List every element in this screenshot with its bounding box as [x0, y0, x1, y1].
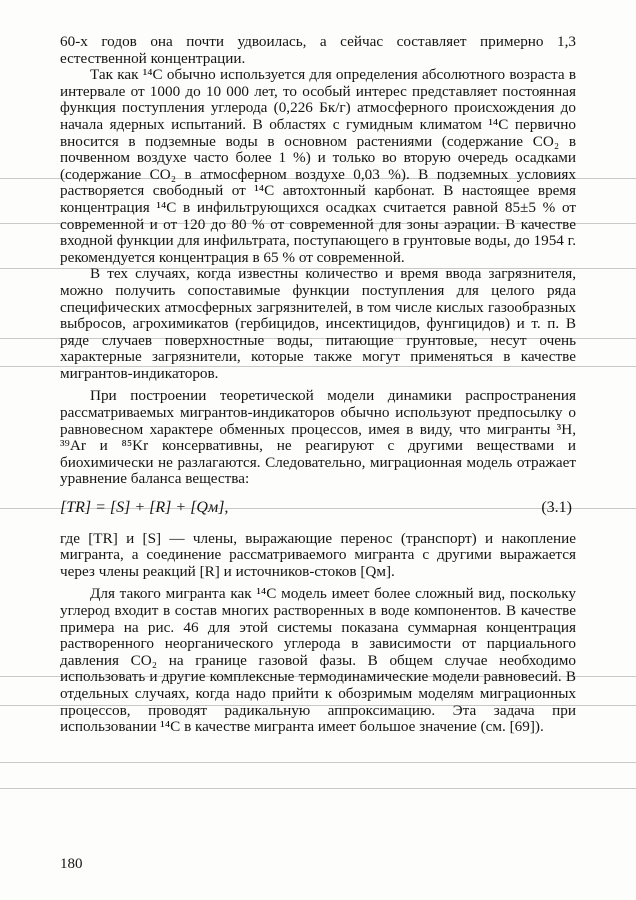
- paragraph-carbon-14-age: Так как ¹⁴C обычно используется для определения абсолютного возраста в интервале от 1000 до 10 000 лет, то особый интерес представляет постоянная функция поступления углерода (0,226 Бк/г) атмосферного происхождения до начала ядерных испытаний. В областях с гумидным климатом ¹⁴C первично вносится в подземные воды в основном растениями (содержание CO₂ в почвенном воздухе часто более 1 %) и только во вторую очередь осадками (содержание CO₂ в атмосферном воздухе 0,03 %). В подземных условиях растворяется свободный от ¹⁴C автохтонный карбонат. В настоящее время концентрация ¹⁴C в инфильтрующихся осадках считается равной 85±5 % от современной и от 120 до 80 % от современной для зоны аэрации. В качестве входной функции для инфильтрата, поступающего в грунтовые воды, до 1954 г. рекомендуется концентрация в 65 % от современной.: [60, 66, 576, 266]
- paragraph-theoretical-model: При построении теоретической модели динамики распространения рассматриваемых мигрантов-индикаторов обычно используют предпосылку о равновесном характере обменных процессов, имея в виду, что мигранты ³H, ³⁹Ar и ⁸⁵Kr консервативны, не реагируют с другими веществами и биохимически не разлагаются. Следовательно, миграционная модель отражает уравнение баланса вещества:: [60, 387, 576, 488]
- paragraph-continuation: 60-х годов она почти удвоилась, а сейчас составляет примерно 1,3 естественной концентрации.: [60, 33, 576, 67]
- page-number: 180: [60, 856, 83, 872]
- scan-line: [0, 762, 636, 763]
- paragraph-equation-terms: где [TR] и [S] — члены, выражающие перенос (транспорт) и накопление мигранта, а соединение рассматриваемого мигранта с другими выражается через члены реакций [R] и источников-стоков [Qм].: [60, 529, 576, 580]
- equation-body: [TR] = [S] + [R] + [Qм],: [60, 499, 229, 517]
- balance-equation: [60, 500, 576, 517]
- paragraph-carbon-model: Для такого мигранта как ¹⁴C модель имеет более сложный вид, поскольку углерод входит в состав многих растворенных в воде компонентов. В качестве примера на рис. 46 для этой системы показана суммарная концентрация растворенного неорганического углерода в зависимости от парциального давления CO₂ на границе газовой фазы. В общем случае необходимо использовать и другие комплексные термодинамические модели равновесий. В отдельных случаях, когда надо прийти к обозримым моделям миграционных процессов, проводят радикальную аппроксимацию. Эта задача при использовании ¹⁴C в качестве мигранта имеет большое значение (см. [69]).: [60, 585, 576, 736]
- equation-number: (3.1): [541, 499, 572, 517]
- scan-line: [0, 788, 636, 789]
- body-text: [60, 34, 576, 736]
- paragraph-pollutants: В тех случаях, когда известны количество и время ввода загрязнителя, можно получить сопоставимые функции поступления для целого ряда специфических атмосферных загрязнителей, в том числе кислых газообразных выбросов, агрохимикатов (гербицидов, инсектицидов, фунгицидов) и т. п. В ряде случаев поверхностные воды, питающие грунтовые, несут очень характерные загрязнители, которые также могут применяться в качестве мигрантов-индикаторов.: [60, 265, 576, 382]
